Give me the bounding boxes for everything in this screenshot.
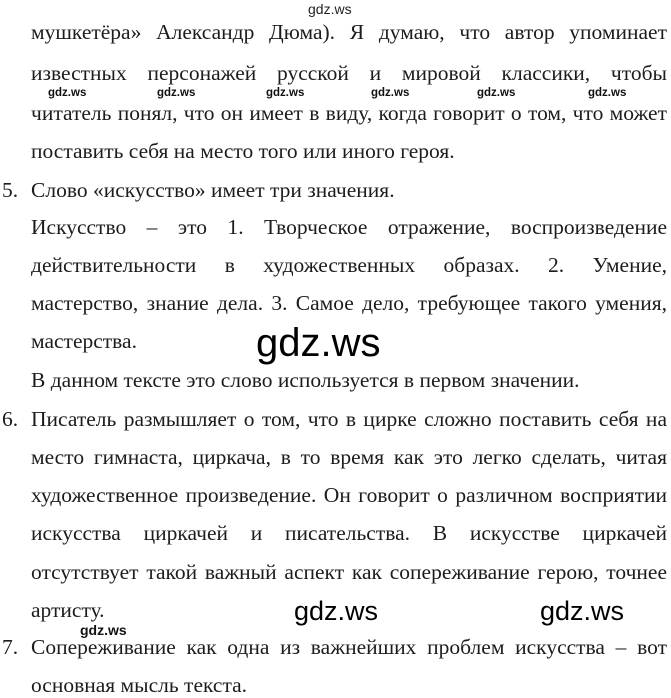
- text-line-16: артисту.: [31, 598, 105, 622]
- text-line-7: действительности в художественных образах. 2. Умение,: [31, 253, 667, 277]
- text-line-9: мастерства.: [31, 329, 137, 353]
- watermark-small: gdz.ws: [588, 87, 627, 99]
- watermark-small: gdz.ws: [80, 622, 127, 638]
- watermark-medium: gdz.ws: [294, 596, 379, 626]
- text-line-13: художественное произведение. Он говорит о различном восприятии: [31, 483, 667, 507]
- text-line-3: читатель понял, что он имеет в виду, когда говорит о том, что может: [31, 101, 667, 125]
- text-line-14: искусства циркачей и писательства. В искусстве циркачей: [31, 521, 667, 545]
- watermark-small: gdz.ws: [266, 87, 305, 99]
- watermark-top: gdz.ws: [308, 1, 352, 17]
- watermark-medium: gdz.ws: [540, 596, 625, 626]
- list-number-5: 5.: [2, 178, 19, 202]
- watermark-small: gdz.ws: [371, 87, 410, 99]
- text-line-2: известных персонажей русской и мировой классики, чтобы: [31, 61, 667, 85]
- watermark-small: gdz.ws: [157, 87, 196, 99]
- text-line-18: основная мысль текста.: [31, 673, 248, 697]
- list-number-7: 7.: [2, 635, 19, 659]
- text-line-12: место гимнаста, циркача, в то время как это легко сделать, читая: [31, 445, 667, 469]
- text-line-4: поставить себя на место того или иного героя.: [31, 139, 455, 163]
- watermark-large: gdz.ws: [256, 321, 381, 365]
- text-line-11: Писатель размышляет о том, что в цирке сложно поставить себя на: [31, 407, 667, 431]
- list-number-6: 6.: [2, 407, 19, 431]
- text-line-15: отсутствует такой важный аспект как сопереживание герою, точнее: [31, 560, 667, 584]
- watermark-small: gdz.ws: [48, 87, 87, 99]
- text-line-17: Сопереживание как одна из важнейших проблем искусства – вот: [31, 635, 667, 659]
- watermark-small: gdz.ws: [477, 87, 516, 99]
- text-line-1: мушкетёра» Александр Дюма). Я думаю, что автор упоминает: [31, 20, 667, 44]
- text-line-10: В данном тексте это слово используется в первом значении.: [31, 368, 580, 392]
- text-line-6: Искусство – это 1. Творческое отражение, воспроизведение: [31, 215, 667, 239]
- text-line-8: мастерство, знание дела. 3. Самое дело, требующее такого умения,: [31, 291, 667, 315]
- text-line-5: Слово «искусство» имеет три значения.: [31, 178, 395, 202]
